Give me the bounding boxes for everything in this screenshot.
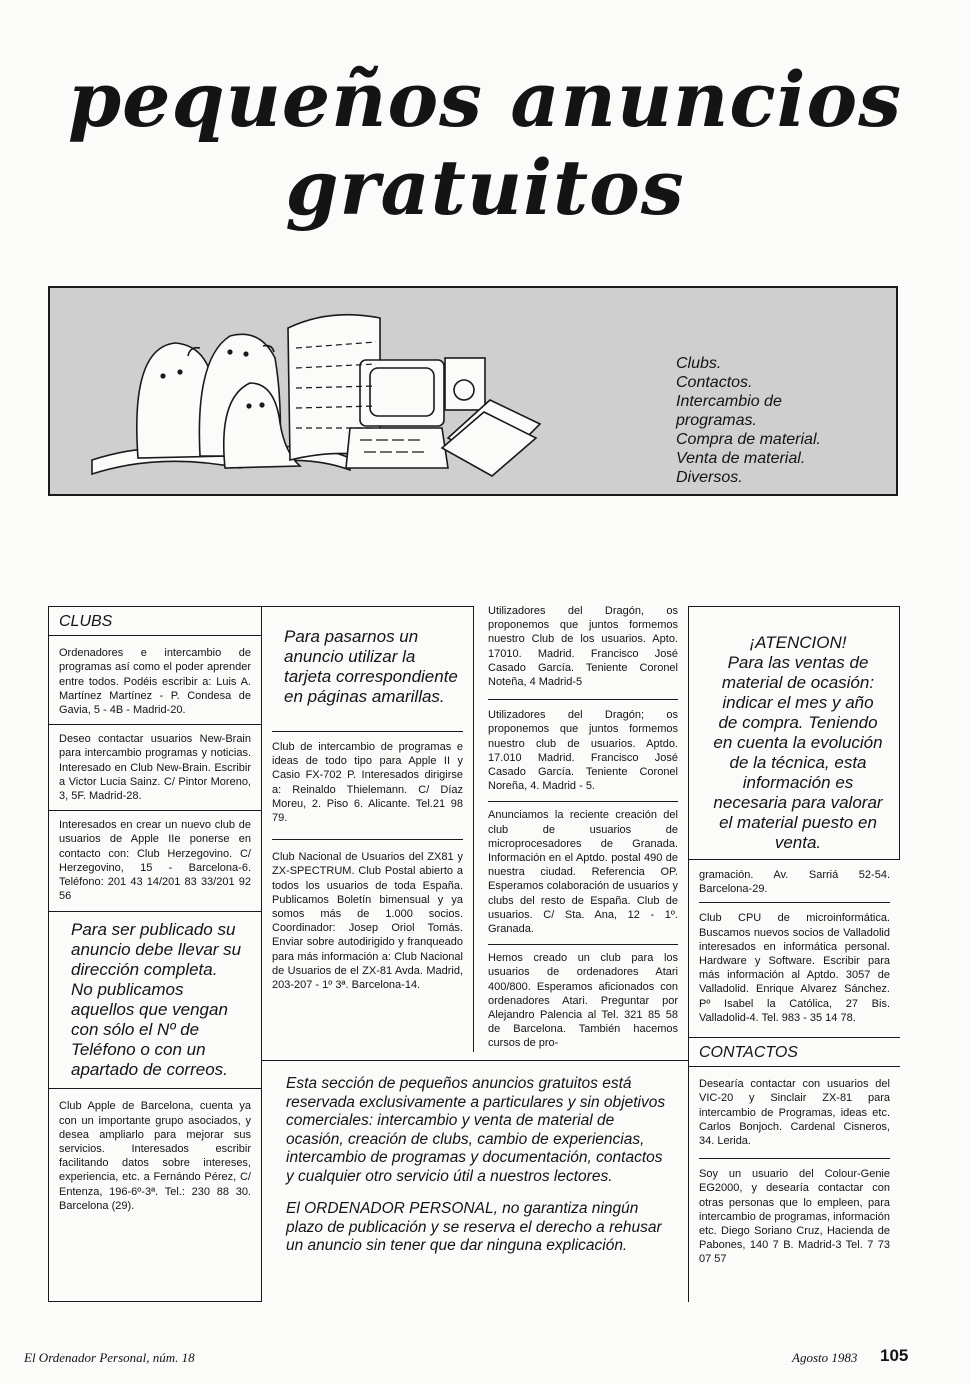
banner-topics: [676, 354, 821, 487]
column-two: [262, 606, 474, 1052]
ad-item: Club Apple de Barcelona, cuenta ya con un importante grupo asociados, y desea ampliarlo para mejorar sus servicios. Interesados escribir facilitando datos sobre intereses, experiencia, etc. a Fernándo Pérez, C/ Entenza, 196-6º-3ª. Tel.: 230 88 30. Barcelona (29).: [59, 1100, 251, 1212]
ad-item: Deseo contactar usuarios New-Brain para intercambio programas y noticias. Interesado en Club New-Brain. Escribir a Victor Lucia Sainz. C/ Pintor Moreno, 3, 5F. Madrid-28.: [59, 733, 251, 803]
divider: [272, 731, 463, 732]
banner-topic: Clubs.: [676, 355, 722, 372]
column-four: [688, 606, 900, 1302]
page-title-line1: pequeños anuncios: [67, 55, 903, 144]
attention-text: Para las ventas de material de ocasión: indicar el mes y año de compra. Teniendo en cuenta la evolución de la técnica, esta información es necesaria para valorar el material puesto en venta.: [713, 653, 883, 852]
banner-topic: Diversos.: [676, 469, 743, 486]
ad-item: Club CPU de microinformática. Buscamos nuevos socios de Valladolid interesados en informática personal. Hardware y Software. Escribir para más información al Aptdo. 3057 de Valladolid. Enrique Alvarez Sánchez. Pº Isabel la Católica, 27 Bis. Valladolid-4. Tel. 983 - 35 14 78.: [699, 912, 890, 1024]
disclaimer-box: [262, 1060, 688, 1300]
ad-item: Ordenadores e intercambio de programas así como el poder aprender entre todos. Podéis escribir a: Luis A. Martínez Martínez - P. Condesa de Gavia, 5 - 4B - Madrid-20.: [59, 647, 251, 717]
divider: [699, 1158, 890, 1159]
banner-topic: programas.: [676, 412, 757, 429]
disclaimer-paragraph: Esta sección de pequeños anuncios gratuitos está reservada exclusivamente a particulares y sin objetivos comerciales: intercambio y venta de material de ocasión, creación de clubs, cambio de experiencias, intercambio de programas y documentación, contactos y cualquier otro servicio útil a nuestros lectores.: [286, 1075, 666, 1185]
banner: [48, 286, 898, 496]
attention-title: ¡ATENCION!: [749, 633, 847, 652]
divider: [49, 810, 261, 811]
divider: [488, 944, 678, 945]
divider: [49, 724, 261, 725]
ad-item: Utilizadores del Dragón, os proponemos que juntos formemos nuestro Club de los usuarios. Apto. 17010. Madrid. Francisco José Casado García. Teniente Coronel Noteña, 4 Madrid-5: [488, 605, 678, 689]
banner-topic: Contactos.: [676, 374, 753, 391]
page-number: 105: [880, 1346, 909, 1365]
banner-topic: Venta de material.: [676, 450, 806, 467]
ad-item: Utilizadores del Dragón; os proponemos que juntos formemos nuestro club de usuarios. Aptdo. 17.010 Madrid. Francisco José Casado García. Teniente Coronel Noreña, 4. Madrid - 5.: [488, 709, 678, 793]
banner-topic: Intercambio de: [676, 393, 782, 410]
ad-item: gramación. Av. Sarriá 52-54. Barcelona-29.: [699, 869, 890, 896]
footer-magazine: El Ordenador Personal, núm. 18: [24, 1350, 195, 1365]
divider: [488, 699, 678, 700]
ad-item: Club Nacional de Usuarios del ZX81 y ZX-SPECTRUM. Club Postal abierto a todos los usuarios de toda España. Publicamos Boletín bimensual y ya somos más de 1.000 socios. Coordinador: Josep Oriol Tomás. Enviar sobre autodirigido y franqueado para más información a: Club Nacional de Usuarios de el ZX-81 Avda. Madrid, 203-207 - 1º 3ª. Barcelona-14.: [272, 851, 463, 992]
section-header-contactos: CONTACTOS: [689, 1037, 900, 1067]
divider: [699, 902, 890, 903]
publication-notice: Para ser publicado su anuncio debe llevar su dirección completa. No publicamos aquellos que vengan con sólo el Nº de Teléfono o con un apartado de correos.: [49, 911, 261, 1089]
column-three: [478, 604, 688, 1050]
banner-topic: Compra de material.: [676, 431, 821, 448]
ad-item: Interesados en crear un nuevo club de usuarios de Apple IIe ponerse en contacto con: Club Herzegovino. C/ Herzegovino, 15 - Barcelona-6. Teléfono: 201 43 14/201 83 33/201 92 56: [59, 819, 251, 903]
attention-box: [689, 606, 900, 860]
divider: [272, 839, 463, 840]
ad-item: Hemos creado un club para los usuarios de ordenadores Atari 400/800. Esperamos aficionados con ordenadores Atari. Preguntar por Alejandro Palencia al Tel. 321 85 58 de Barcelona. También hacemos cursos de pro-: [488, 952, 678, 1050]
ad-item: Anunciamos la reciente creación del club de usuarios de microprocesadores de Granada. Información en el Aptdo. postal 490 de nuestra ciudad. Referencia OP. Esperamos colaboración de usuarios y clubs del resto de España. Club de usuarios. C/ Sta. Ana, 12 - 1º. Granada.: [488, 809, 678, 936]
disclaimer-paragraph: El ORDENADOR PERSONAL, no garantiza ningún plazo de publicación y se reserva el derecho a rehusar un anuncio sin tener que dar ninguna explicación.: [286, 1200, 662, 1254]
reading-characters-illustration: [50, 288, 650, 494]
footer-date: Agosto 1983: [792, 1350, 858, 1365]
divider: [488, 801, 678, 802]
ad-item: Desearía contactar con usuarios del VIC-20 y Sinclair ZX-81 para intercambio de Programas, ideas etc. Carlos Bonjoch. Cardenal Cisneros, 34. Lerida.: [699, 1078, 890, 1148]
ad-item: Club de intercambio de programas e ideas de todo tipo para Apple II y Casio FX-702 P. Interesados dirigirse a: Reinaldo Thielemann. C/ Díaz Moreu, 2. Piso 6. Alicante. Tel.21 98 79.: [272, 741, 463, 825]
ad-item: Soy un usuario del Colour-Genie EG2000, y desearía contactar con otras personas que lo empleen, para intercambio de programas, información etc. Diego Soriano Cruz, Hacienda de Pabones, 140 7 B. Madrid-3 Tel. 7 73 07 57: [699, 1168, 890, 1266]
section-header-clubs: CLUBS: [49, 607, 261, 636]
page-title-line2: gratuitos: [285, 143, 685, 232]
column-clubs: [48, 606, 262, 1302]
submission-notice: Para pasarnos un anuncio utilizar la tarjeta correspondiente en páginas amarillas.: [284, 627, 458, 706]
